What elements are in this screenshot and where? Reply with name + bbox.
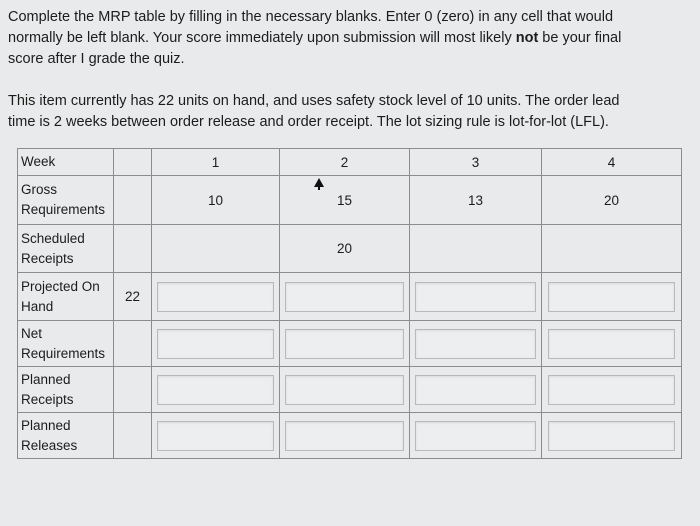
mouse-cursor-stem bbox=[318, 186, 320, 190]
planned-receipts-label: Planned Receipts bbox=[18, 367, 114, 413]
instructions-text: Complete the MRP table by filling in the necessary blanks. Enter 0 (zero) in any cell that would normally be left blank. Your score immediately upon submission will most likely not be your final score after I grade the quiz. bbox=[8, 9, 622, 67]
scheduled-receipts-row bbox=[18, 225, 682, 273]
sched-week-2: 20 bbox=[280, 225, 410, 273]
planned-releases-week-3-input[interactable] bbox=[415, 421, 536, 451]
net-week-1-input[interactable] bbox=[157, 329, 274, 359]
gross-week-3: 13 bbox=[410, 176, 542, 225]
projected-on-hand-label: Projected On Hand bbox=[18, 273, 114, 321]
week-row bbox=[18, 149, 682, 176]
week-2: 2 bbox=[280, 149, 410, 176]
planned-receipts-week-2-input[interactable] bbox=[285, 375, 404, 405]
week-label: Week bbox=[18, 149, 114, 176]
gross-requirements-label: Gross Requirements bbox=[18, 176, 114, 225]
projected-on-hand-row bbox=[18, 273, 682, 321]
sched-week-3 bbox=[410, 225, 542, 273]
on-hand-value: 22 bbox=[114, 273, 152, 321]
week-1: 1 bbox=[152, 149, 280, 176]
planned-receipts-week-3-input[interactable] bbox=[415, 375, 536, 405]
planned-releases-row bbox=[18, 413, 682, 459]
planned-releases-week-1-input[interactable] bbox=[157, 421, 274, 451]
planned-receipts-week-4-input[interactable] bbox=[548, 375, 676, 405]
net-requirements-row bbox=[18, 321, 682, 367]
week-3: 3 bbox=[410, 149, 542, 176]
planned-receipts-row bbox=[18, 367, 682, 413]
week-4: 4 bbox=[542, 149, 682, 176]
planned-releases-week-2-input[interactable] bbox=[285, 421, 404, 451]
planned-releases-label: Planned Releases bbox=[18, 413, 114, 459]
gross-week-4: 20 bbox=[542, 176, 682, 225]
gross-requirements-row bbox=[18, 176, 682, 225]
scheduled-receipts-label: Scheduled Receipts bbox=[18, 225, 114, 273]
planned-releases-week-4-input[interactable] bbox=[548, 421, 676, 451]
sched-week-1 bbox=[152, 225, 280, 273]
poh-week-1-input[interactable] bbox=[157, 282, 274, 312]
net-week-3-input[interactable] bbox=[415, 329, 536, 359]
net-requirements-label: Net Requirements bbox=[18, 321, 114, 367]
mrp-table bbox=[17, 148, 682, 459]
poh-week-4-input[interactable] bbox=[548, 282, 676, 312]
poh-week-3-input[interactable] bbox=[415, 282, 536, 312]
sched-week-4 bbox=[542, 225, 682, 273]
poh-week-2-input[interactable] bbox=[285, 282, 404, 312]
gross-week-1: 10 bbox=[152, 176, 280, 225]
net-week-4-input[interactable] bbox=[548, 329, 676, 359]
planned-receipts-week-1-input[interactable] bbox=[157, 375, 274, 405]
net-week-2-input[interactable] bbox=[285, 329, 404, 359]
gross-week-2: 15 bbox=[280, 176, 410, 225]
emphasis-not: not bbox=[515, 30, 539, 46]
problem-statement: This item currently has 22 units on hand, and uses safety stock level of 10 units. The order lead time is 2 weeks between order release and order receipt. The lot sizing rule is lot-for-lot (LFL). bbox=[8, 93, 620, 130]
